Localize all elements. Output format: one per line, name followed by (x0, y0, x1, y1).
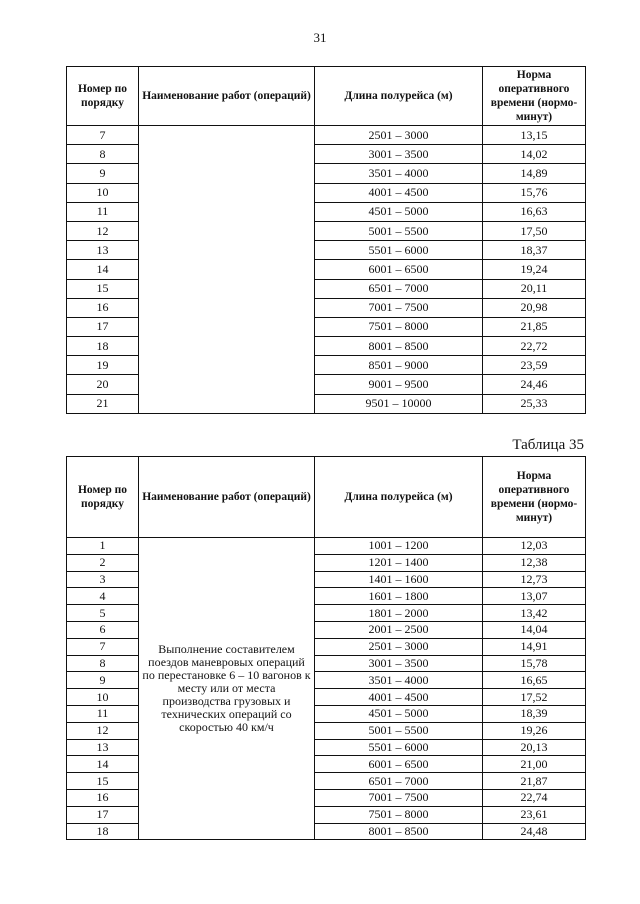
row-number: 12 (67, 221, 139, 240)
run-length: 8501 – 9000 (315, 356, 483, 375)
time-norm: 25,33 (483, 394, 586, 413)
run-length: 4501 – 5000 (315, 705, 483, 722)
run-length: 6001 – 6500 (315, 756, 483, 773)
row-number: 8 (67, 655, 139, 672)
table-body (67, 538, 586, 840)
row-number: 13 (67, 739, 139, 756)
run-length: 3001 – 3500 (315, 655, 483, 672)
row-number: 4 (67, 588, 139, 605)
table-body (67, 126, 586, 414)
run-length: 4001 – 4500 (315, 183, 483, 202)
time-norm: 12,73 (483, 571, 586, 588)
row-number: 10 (67, 689, 139, 706)
table-row (67, 538, 586, 555)
norms-table-35 (66, 456, 586, 840)
time-norm: 16,65 (483, 672, 586, 689)
row-number: 9 (67, 672, 139, 689)
row-number: 7 (67, 638, 139, 655)
time-norm: 13,42 (483, 605, 586, 622)
run-length: 7001 – 7500 (315, 789, 483, 806)
run-length: 7501 – 8000 (315, 806, 483, 823)
header-norm: Норма оперативного времени (нормо-минут) (483, 67, 586, 126)
time-norm: 20,11 (483, 279, 586, 298)
time-norm: 13,15 (483, 126, 586, 145)
table-header-row (67, 67, 586, 126)
time-norm: 15,78 (483, 655, 586, 672)
run-length: 4001 – 4500 (315, 689, 483, 706)
run-length: 2501 – 3000 (315, 126, 483, 145)
row-number: 7 (67, 126, 139, 145)
time-norm: 18,37 (483, 241, 586, 260)
run-length: 4501 – 5000 (315, 202, 483, 221)
time-norm: 19,26 (483, 722, 586, 739)
time-norm: 24,48 (483, 823, 586, 840)
run-length: 1001 – 1200 (315, 538, 483, 555)
header-number: Номер по порядку (67, 457, 139, 538)
run-length: 7501 – 8000 (315, 317, 483, 336)
time-norm: 14,89 (483, 164, 586, 183)
row-number: 14 (67, 756, 139, 773)
header-operation: Наименование работ (операций) (139, 457, 315, 538)
time-norm: 22,74 (483, 789, 586, 806)
row-number: 3 (67, 571, 139, 588)
row-number: 9 (67, 164, 139, 183)
row-number: 1 (67, 538, 139, 555)
row-number: 17 (67, 806, 139, 823)
time-norm: 17,50 (483, 221, 586, 240)
row-number: 15 (67, 279, 139, 298)
run-length: 5501 – 6000 (315, 241, 483, 260)
run-length: 1401 – 1600 (315, 571, 483, 588)
header-length: Длина полурейса (м) (315, 67, 483, 126)
operation-description: Выполнение составителем поездов маневровых операций по перестановке 6 – 10 вагонов к месту или от места производства грузовых и технических операций со скоростью 40 км/ч (139, 538, 315, 840)
table-caption: Таблица 35 (512, 437, 584, 453)
run-length: 7001 – 7500 (315, 298, 483, 317)
header-operation: Наименование работ (операций) (139, 67, 315, 126)
row-number: 18 (67, 823, 139, 840)
row-number: 19 (67, 356, 139, 375)
row-number: 14 (67, 260, 139, 279)
row-number: 15 (67, 773, 139, 790)
header-norm: Норма оперативного времени (нормо-минут) (483, 457, 586, 538)
run-length: 1801 – 2000 (315, 605, 483, 622)
run-length: 1601 – 1800 (315, 588, 483, 605)
time-norm: 22,72 (483, 337, 586, 356)
operation-description (139, 126, 315, 414)
run-length: 5501 – 6000 (315, 739, 483, 756)
time-norm: 12,38 (483, 554, 586, 571)
run-length: 8001 – 8500 (315, 823, 483, 840)
time-norm: 14,91 (483, 638, 586, 655)
row-number: 6 (67, 621, 139, 638)
run-length: 5001 – 5500 (315, 221, 483, 240)
time-norm: 15,76 (483, 183, 586, 202)
row-number: 16 (67, 789, 139, 806)
run-length: 5001 – 5500 (315, 722, 483, 739)
time-norm: 14,02 (483, 145, 586, 164)
run-length: 6001 – 6500 (315, 260, 483, 279)
time-norm: 20,13 (483, 739, 586, 756)
run-length: 9001 – 9500 (315, 375, 483, 394)
time-norm: 21,00 (483, 756, 586, 773)
row-number: 16 (67, 298, 139, 317)
time-norm: 23,59 (483, 356, 586, 375)
time-norm: 16,63 (483, 202, 586, 221)
row-number: 21 (67, 394, 139, 413)
table-row (67, 126, 586, 145)
time-norm: 18,39 (483, 705, 586, 722)
run-length: 9501 – 10000 (315, 394, 483, 413)
header-number: Номер по порядку (67, 67, 139, 126)
row-number: 10 (67, 183, 139, 202)
time-norm: 24,46 (483, 375, 586, 394)
row-number: 11 (67, 705, 139, 722)
run-length: 6501 – 7000 (315, 773, 483, 790)
time-norm: 14,04 (483, 621, 586, 638)
row-number: 17 (67, 317, 139, 336)
time-norm: 20,98 (483, 298, 586, 317)
row-number: 5 (67, 605, 139, 622)
run-length: 2501 – 3000 (315, 638, 483, 655)
row-number: 12 (67, 722, 139, 739)
time-norm: 21,87 (483, 773, 586, 790)
time-norm: 19,24 (483, 260, 586, 279)
run-length: 3501 – 4000 (315, 164, 483, 183)
row-number: 11 (67, 202, 139, 221)
run-length: 6501 – 7000 (315, 279, 483, 298)
time-norm: 23,61 (483, 806, 586, 823)
run-length: 1201 – 1400 (315, 554, 483, 571)
run-length: 8001 – 8500 (315, 337, 483, 356)
row-number: 8 (67, 145, 139, 164)
row-number: 20 (67, 375, 139, 394)
norms-table-continued (66, 66, 586, 414)
run-length: 3001 – 3500 (315, 145, 483, 164)
time-norm: 17,52 (483, 689, 586, 706)
header-length: Длина полурейса (м) (315, 457, 483, 538)
time-norm: 12,03 (483, 538, 586, 555)
time-norm: 13,07 (483, 588, 586, 605)
run-length: 2001 – 2500 (315, 621, 483, 638)
run-length: 3501 – 4000 (315, 672, 483, 689)
table-header-row (67, 457, 586, 538)
row-number: 13 (67, 241, 139, 260)
row-number: 2 (67, 554, 139, 571)
time-norm: 21,85 (483, 317, 586, 336)
page-number: 31 (313, 30, 327, 45)
row-number: 18 (67, 337, 139, 356)
